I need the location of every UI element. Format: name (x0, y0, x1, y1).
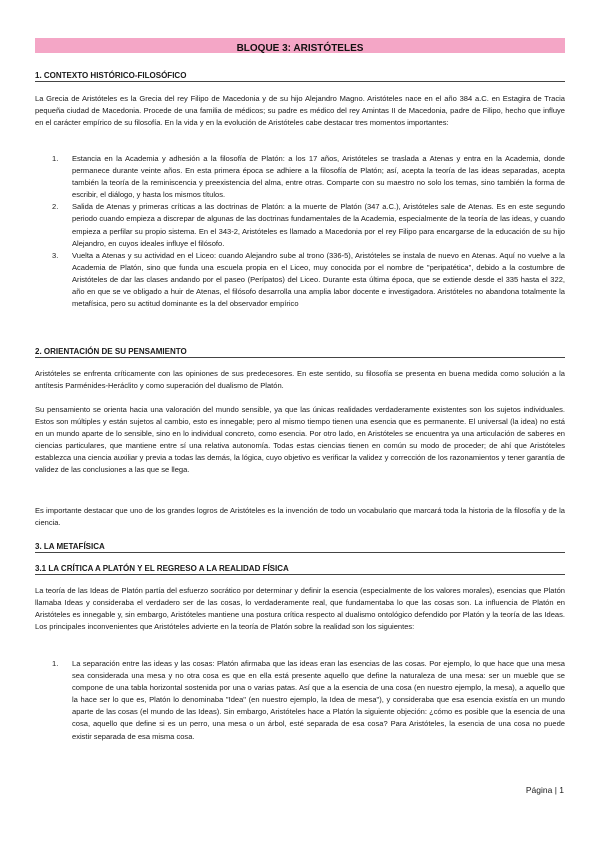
document-title: BLOQUE 3: ARISTÓTELES (236, 43, 364, 54)
title-banner (35, 38, 565, 53)
list-item-text: Estancia en la Academia y adhesión a la filosofía de Platón: a los 17 años, Aristóteles se traslada a Atenas y entra en la Academia, donde permanece durante veinte años. En esta primera época se adhiere a la filosofía de Platón; así, acepta la teoría de las ideas separadas, acepta también la teoría de la reminiscencia y preexistencia del alma, entre otras. Comparte con su maestro no solo los temas, sino también la forma de escribir, el diálogo, y hasta los mismos títulos. (72, 154, 565, 200)
paragraph-context: La Grecia de Aristóteles es la Grecia del rey Filipo de Macedonia y de su hijo Alejandro Magno. Aristóteles nace en el año 384 a.C. en Estagira de Tracia pequeña ciudad de Macedonia. Procede de una familia de médicos; su padre es médico del rey Amintas II de Macedonia, padre de Filipo, hecho que influye en el carácter empírico de su filosofía. En la vida y en la evolución de Aristóteles cabe destacar tres momentos importantes: (35, 94, 565, 128)
list-item (52, 658, 565, 743)
paragraph-thought: Su pensamiento se orienta hacia una valoración del mundo sensible, ya que las únicas realidades verdaderamente existentes son los sujetos individuales. Estos son múltiples y están sujetos al cambio, esto es innegable; pero al mismo tiempo tienen una esencia que es permanente. El universal (la idea) no está en un mundo aparte de lo sensible, sino en lo individual concreto, como esencia. Por otro lado, en Aristóteles se encuentra ya una articulación de saberes en ciencias particulares, que mantiene entre sí una relativa autonomía. Todas estas ciencias tienen en común su modo de proceder; de ahí que Aristóteles establezca una ciencia auxiliar y previa a todas las demás, la lógica, cuyo objetivo es verificar la validez y corrección de los razonamientos y tener garantía de validez de las conclusiones a las que se llega. (35, 405, 565, 475)
paragraph-critique: La teoría de las Ideas de Platón partía del esfuerzo socrático por determinar y definir la esencia (especialmente de los valores morales), esencias que Platón llamaba Ideas y consideraba el verdadero ser de las cosas, lo verdaderamente real, que fundamentaba lo que las cosas son. La influencia de Platón en Aristóteles es innegable y, sin embargo, Aristóteles mantiene una postura crítica respecto al dualismo ontológico defendido por Platón y la teoría de las Ideas. Los principales inconvenientes que Aristóteles advierte en la teoría de Platón sobre la realidad son los siguientes: (35, 586, 565, 632)
list-item-text: La separación entre las ideas y las cosas: Platón afirmaba que las ideas eran las esencias de las cosas. Por ejemplo, lo que hace que una mesa sea considerada una mesa y no otra cosa es que en ella está presente aquello que define la naturaleza de una mesa: ser un mueble que se compone de una tabla horizontal sostenida por una o varias patas. Así que a la esencia de una cosa (en nuestro ejemplo, la mesa), a aquello que la hace ser lo que es, Platón lo denominaba "Idea" (en nuestro ejemplo, la Idea de mesa"), y consideraba que esa esencia existía en un mundo aparte de las cosas (el mundo de las Ideas). Sin embargo, Aristóteles hace a Platón la siguiente objeción: ¿cómo es posible que la esencia de una cosa, aquello que define si es un perro, una mesa o un árbol, esté separada de esa cosa? Para Aristóteles, la esencia de una cosa no puede existir separada de esa misma cosa. (72, 659, 565, 741)
list-item-text: Salida de Atenas y primeras críticas a las doctrinas de Platón: a la muerte de Platón (347 a.C.), Aristóteles sale de Atenas. Es en este segundo periodo cuando empieza a discrepar de algunas de las doctrinas fundamentales de la Academia, especialmente de la teoría de las ideas, y cuando empieza a perfilar su propio sistema. En el 343-2, Aristóteles es llamado a Macedonia por el rey Filipo para encargarse de la educación de su hijo Alejandro, en cuyos ideales influye el filósofo. (72, 202, 565, 248)
list-number: 2. (52, 202, 59, 212)
section-heading-1: 1. CONTEXTO HISTÓRICO-FILOSÓFICO (35, 70, 565, 82)
paragraph-vocabulary: Es importante destacar que uno de los grandes logros de Aristóteles es la invención de todo un vocabulario que marcará toda la historia de la filosofía y de la ciencia. (35, 506, 565, 528)
section-heading-3: 3. LA METAFÍSICA (35, 541, 565, 553)
moments-list (52, 153, 565, 310)
list-item (52, 201, 565, 249)
list-item-text: Vuelta a Atenas y su actividad en el Liceo: cuando Alejandro sube al trono (336-5), Aristóteles se instala de nuevo en Atenas. Aquí no vuelve a la Academia de Platón, sino que funda una escuela propia en el Liceo, muy conocida por el nombre de "peripatética", debido a la costumbre de Aristóteles de dar las clases andando por el paseo (Perípatos) del Liceo. Durante esta última época, que se extiende desde el 335 hasta el 322, año en que se ve obligado a huir de Atenas, el filósofo desarrolla una amplia labor docente e investigadora. Aristóteles no abandona totalmente la metafísica, pero su actitud dominante es la del observador empírico (72, 250, 565, 309)
objections-list (52, 658, 565, 743)
list-item (52, 250, 565, 310)
page-number: Página | 1 (525, 785, 564, 795)
list-number: 3. (52, 250, 59, 260)
list-item (52, 153, 565, 201)
section-heading-2: 2. ORIENTACIÓN DE SU PENSAMIENTO (35, 346, 565, 358)
list-number: 1. (52, 154, 59, 163)
list-number: 1. (52, 659, 59, 668)
subsection-heading-3-1: 3.1 LA CRÍTICA A PLATÓN Y EL REGRESO A LA REALIDAD FÍSICA (35, 563, 565, 575)
paragraph-predecessors: Aristóteles se enfrenta críticamente con las opiniones de sus predecesores. En este sentido, su filosofía se presenta en buena medida como solución a la antítesis Parménides-Heráclito y como superación del dualismo de Platón. (35, 369, 565, 391)
